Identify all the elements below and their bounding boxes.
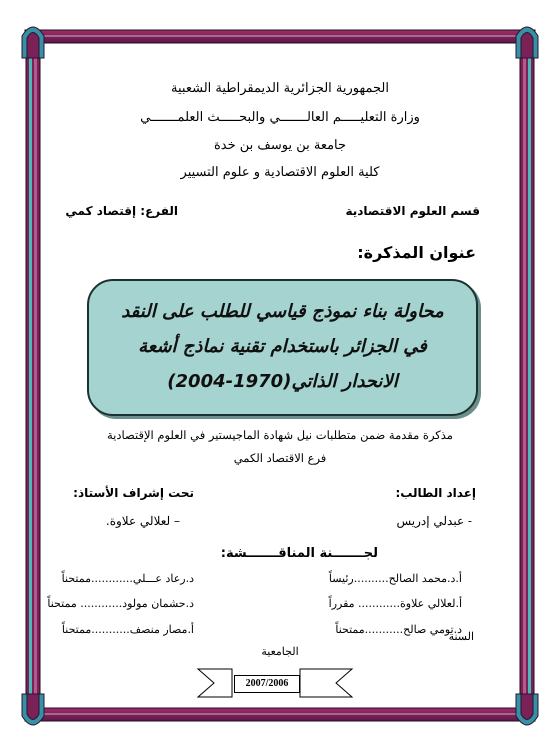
committee-member: د.حشمان مولود............ ممتحناً (47, 597, 194, 610)
branch-label: الفرع: إقتصاد كمي (65, 204, 178, 218)
committee-member: د.تومي صالح...........ممتحناً (335, 623, 462, 636)
thesis-title-line-2: في الجزائر باستخدام تقنية نماذج أشعة (138, 336, 427, 357)
student-name: - عبدلي إدريس (396, 514, 472, 528)
thesis-title-line-3: الانحدار الذاتي(1970-2004) (167, 371, 398, 392)
committee-member: د.رعاد عـــلي............ممتحناً (61, 572, 194, 585)
university-name: جامعة بن يوسف بن خدة (213, 138, 347, 153)
committee-member: أ.د.محمد الصالح..........رئيساً (328, 572, 462, 585)
year-label-part2: الجامعية (261, 645, 299, 658)
year-label-part1: السنة (448, 630, 474, 643)
thesis-title-box (87, 279, 478, 416)
ministry-name: وزارة التعليـــــم العالـــــــي والبحـــــث العلمـــــــي (140, 110, 420, 125)
supervisor-name: – لعلالي علاوة. (105, 514, 180, 528)
committee-heading: لجـــــــنة المناقـــــــشة: (220, 546, 378, 561)
committee-member: أ.مصار منصف...........ممتحناً (61, 623, 194, 636)
academic-year-value: 2007/2006 (234, 675, 300, 693)
committee-member: أ.لعلالي علاوة............ مقرراً (328, 597, 462, 610)
memo-specialty: فرع الاقتصاد الكمي (233, 451, 327, 465)
prepared-by-label: إعداد الطالب: (395, 486, 476, 500)
thesis-title-line-1: محاولة بناء نموذج قياسي للطلب على النقد (121, 301, 444, 322)
republic-name: الجمهورية الجزائرية الديمقراطية الشعبية (171, 81, 389, 96)
supervisor-label: تحت إشراف الأستاذ: (73, 486, 194, 500)
faculty-name: كلية العلوم الاقتصادية و علوم التسيير (180, 165, 380, 180)
memo-description: مذكرة مقدمة ضمن متطلبات نيل شهادة الماجيستير في العلوم الإقتصادية (107, 428, 453, 442)
thesis-heading: عنوان المذكرة: (357, 243, 476, 262)
department-label: قسم العلوم الاقتصادية (345, 204, 480, 218)
